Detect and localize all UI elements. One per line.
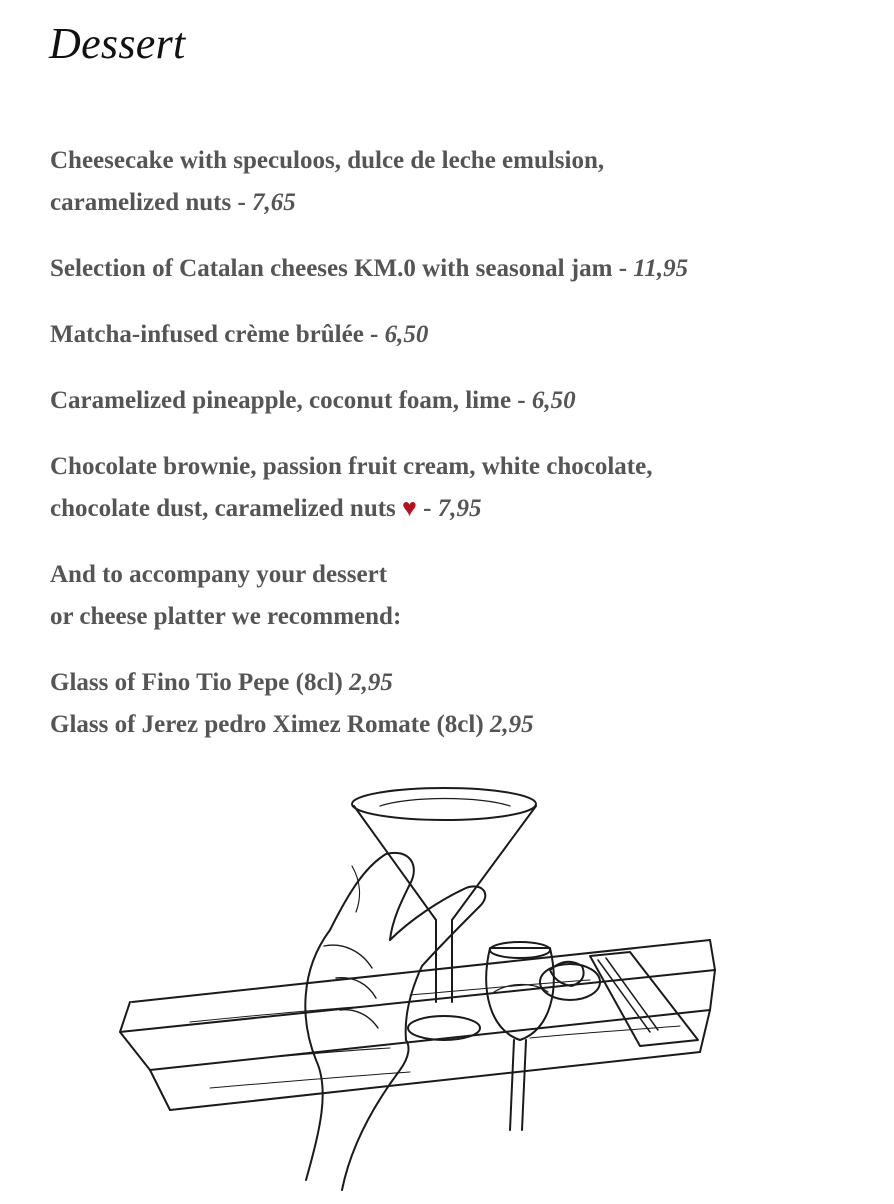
menu-item-catalan-cheeses: [50, 248, 870, 290]
item-line-with-price: [50, 182, 870, 224]
menu-item-creme-brulee: [50, 314, 870, 356]
item-line-with-price: [50, 248, 870, 290]
drink-price: 2,95: [489, 711, 534, 738]
item-price: 6,50: [531, 387, 576, 414]
drink-name: Glass of Jerez pedro Ximez Romate (8cl): [50, 711, 490, 738]
recommendation-line: And to accompany your dessert: [50, 561, 388, 588]
hand-holding-martini-glass-drawing: [110, 770, 750, 1200]
item-line-with-price: [50, 314, 870, 356]
menu-item-pineapple: [50, 380, 870, 422]
item-line: Chocolate brownie, passion fruit cream, white chocolate,: [50, 453, 653, 480]
drink-item: [50, 662, 870, 704]
recommendation-line: or cheese platter we recommend:: [50, 603, 402, 630]
item-line-with-price: [50, 488, 870, 530]
price-separator: -: [416, 495, 438, 522]
page-title: Dessert: [49, 19, 186, 68]
item-line: Caramelized pineapple, coconut foam, lime -: [50, 387, 532, 414]
menu-item-cheesecake: [50, 140, 870, 224]
drink-name: Glass of Fino Tio Pepe (8cl): [50, 669, 350, 696]
item-line: Cheesecake with speculoos, dulce de leche emulsion,: [50, 147, 605, 174]
heart-icon: ♥: [402, 495, 417, 522]
item-line: chocolate dust, caramelized nuts: [50, 495, 403, 522]
recommendation-text: [50, 554, 870, 638]
item-line: Matcha-infused crème brûlée -: [50, 321, 385, 348]
item-price: 6,50: [384, 321, 429, 348]
item-price: 7,65: [252, 189, 296, 216]
menu-item-brownie: [50, 446, 870, 530]
dessert-menu: [50, 140, 870, 746]
item-price: 7,95: [437, 495, 482, 522]
item-line: Selection of Catalan cheeses KM.0 with seasonal jam -: [50, 255, 634, 282]
drinks-list: [50, 662, 870, 746]
item-price: 11,95: [633, 255, 689, 282]
drink-price: 2,95: [349, 669, 393, 696]
drink-item: [50, 704, 870, 746]
item-line-with-price: [50, 380, 870, 422]
item-line: caramelized nuts -: [50, 189, 253, 216]
